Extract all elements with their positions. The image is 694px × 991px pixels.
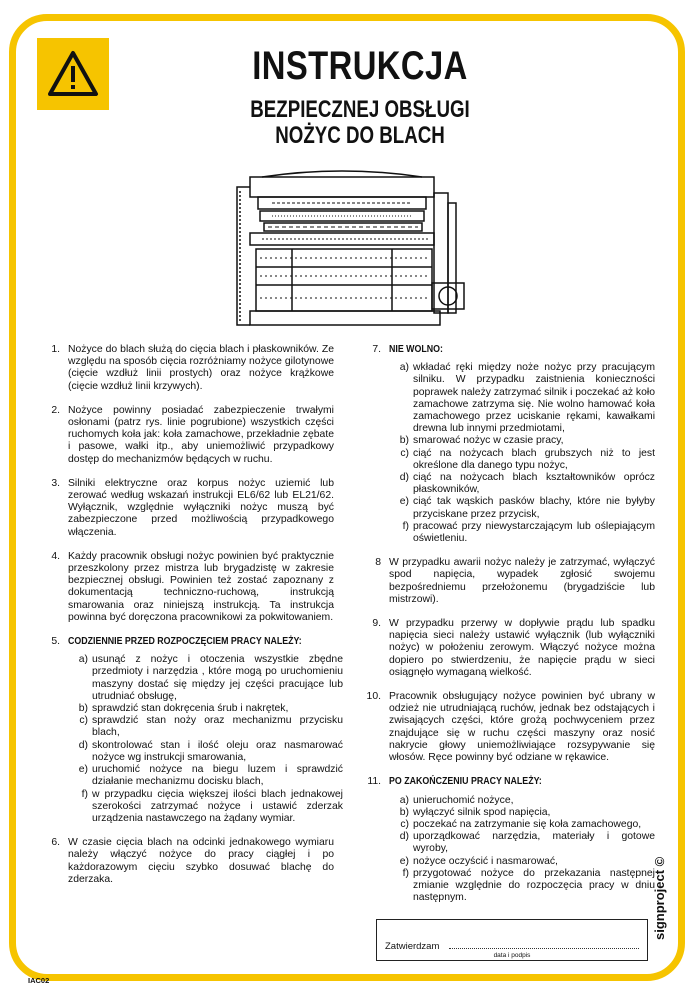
section-heading: CODZIENNIE PRZED ROZPOCZĘCIEM PRACY NALEŻY: (68, 636, 302, 648)
brand-logo: signproject © (652, 856, 667, 940)
list-item: 3. Silniki elektryczne oraz korpus nożyc uziemić lub zerować według wskazań instrukcji EL6/62 lub EL21/62. Wyłącznik, względnie wyłączniki nożyc muszą być zabezpieczone przed możliwością przypadkowego włączenia. (51, 477, 334, 538)
sub-item: b) smarować nożyc w czasie pracy, (399, 435, 564, 447)
sub-item: b) sprawdzić stan dokręcenia śrub i nakrętek, (78, 703, 289, 715)
subtitle-line-1: BEZPIECZNEJ OBSŁUGI (250, 96, 470, 123)
product-code: IAC02 (28, 976, 50, 985)
sub-item: a) usunąć z nożyc i otoczenia wszystkie zbędne przedmioty i narzędzia , które mogą po uruchomieniu maszyny dostać się między jej części pracujące lub utrudniać obsługę, (78, 654, 343, 702)
signature-note: data i podpis (493, 952, 531, 959)
sub-item: a) wkładać ręki między noże nożyc przy pracującym silniku. W przypadku zaistnienia konieczności poprawek należy zatrzymać silnik i poczekać aż koło zamachowe zatrzyma się. Nie wolno hamować koła zamachowego przez uciskanie rękami, kawałkami drewna lub innymi przedmiotami, (399, 362, 655, 435)
sub-item: c) poczekać na zatrzymanie się koła zamachowego, (400, 818, 642, 830)
list-item: 10. Pracownik obsługujący nożyce powinien być ubrany w odzież nie utrudniającą ruchów, jednak bez odstających i zwisających części, które grożą pochwyceniem przez znajdujące się w ruchu części maszyny oraz nosić nakrycie głowy uniemożliwiające rozsypywanie się włosów. Ręce powinny być odziane w rękawice. (366, 691, 655, 764)
sub-item: e) ciąć tak wąskich pasków blachy, które nie byłyby przyciskane przez przycisk, (399, 496, 655, 520)
sub-item: b) wyłączyć silnik spod napięcia, (399, 806, 551, 818)
section-heading: NIE WOLNO: (389, 344, 443, 355)
subtitle-line-2: NOŻYC DO BLACH (275, 122, 445, 149)
sub-item: f) pracować przy niewystarczającym lub oślepiającym oświetleniu. (402, 520, 655, 545)
list-item: 2. Nożyce powinny posiadać zabezpieczenie trwałymi osłonami (patrz rys. linie pogrubione) wszystkich części ruchomych koła jak: koła zamachowe, przekładnie zębate i pasowe, wałki itp., aby uniemożliwić przypadkowy dostęp do mechanizmów będących w ruchu. (51, 404, 334, 465)
section-5: 5. CODZIENNIE PRZED ROZPOCZĘCIEM PRACY NALEŻY: a) usunąć z nożyc i otoczenia wszystkie zbędne przedmioty i narzędzia , które mogą po uruchomieniu maszyny dostać się między jej części pracujące lub utrudniać obsługę, b) sprawdzić stan dokręcenia śrub i nakrętek, c) sprawdzić stan noży oraz mechanizmu przycisku blach, d) skontrolować stan i ilość oleju oraz nasmarować nożyce wg instrukcji smarowania, e) uruchomić nożyce na biegu luzem i sprawdzić działanie mechanizmu docisku blach, f) w przypadku cięcia większej ilości blach jednakowej szerokości zatrzymać nożyce i ustawić zderzak urządzenia nastawczego na żądany wymiar. (51, 636, 343, 824)
section-heading: PO ZAKOŃCZENIU PRACY NALEŻY: (389, 776, 542, 788)
sub-item: e) uruchomić nożyce na biegu luzem i sprawdzić działanie mechanizmu docisku blach, (78, 764, 343, 788)
right-column (357, 344, 655, 916)
sub-item: d) ciąć na nożycach blach kształtowników oprócz płaskowników, (399, 472, 655, 496)
sub-item: d) uporządkować narzędzia, materiały i gotowe wyroby, (399, 831, 655, 855)
page-title: INSTRUKCJA (252, 44, 468, 88)
section-7: 7. NIE WOLNO: a) wkładać ręki między noże nożyc przy pracującym silniku. W przypadku zaistnienia konieczności poprawek należy zatrzymać silnik i poczekać aż koło zamachowe zatrzyma się. Nie wolno hamować koła zamachowego przez uciskanie rękami, kawałkami drewna lub innymi przedmiotami, b) smarować nożyc w czasie pracy, c) ciąć na nożycach blach grubszych niż to jest określone dla danego typu nożyc, d) ciąć na nożycach blach kształtowników oprócz płaskowników, e) ciąć tak wąskich pasków blachy, które nie byłyby przyciskane przez przycisk, f) pracować przy niewystarczającym lub oślepiającym oświetleniu. (372, 344, 655, 545)
sub-item: a) unieruchomić nożyce, (399, 794, 514, 806)
list-item: 6. W czasie cięcia blach na odcinki jednakowego wymiaru należy włączyć nożyce do pracy ciągłej i po każdorazowym cięciu szybko dosuwać blachę do zderzaka. (51, 837, 334, 885)
signature-line (449, 948, 639, 949)
sub-item: d) skontrolować stan i ilość oleju oraz nasmarować nożyce wg instrukcji smarowania, (78, 739, 343, 763)
list-item: 4. Każdy pracownik obsługi nożyc powinien być praktycznie przeszkolony przez mistrza lub brygadzistę w zakresie bezpiecznej obsługi. Powinien też zostać zapoznany z dokumentacją techniczno-ruchową, instrukcją smarowania oraz niniejszą instrukcją. Ta instrukcja powinna być doręczona pracownikowi za pokwitowaniem. (51, 550, 334, 623)
list-item: 9. W przypadku przerwy w dopływie prądu lub spadku napięcia sieci należy ustawić wyłącznik (lub wyłączniki nożyc) w położeniu zerowym. Włączyć nożyce można dopiero po stwierdzeniu, że napięcie prądu w sieci osiągnęło wymaganą wielkość. (372, 618, 655, 678)
signature-label: Zatwierdzam (385, 941, 440, 952)
sub-item: e) nożyce oczyścić i nasmarować, (399, 855, 558, 867)
shear-machine-illustration (232, 163, 470, 331)
sub-item: c) sprawdzić stan noży oraz mechanizmu przycisku blach, (79, 715, 343, 739)
sub-item: f) w przypadku cięcia większej ilości blach jednakowej szerokości zatrzymać nożyce i ustawić zderzak urządzenia nastawczego na żądany wymiar. (81, 788, 343, 824)
list-item: 1. Nożyce do blach służą do cięcia blach i płaskowników. Ze względu na sposób cięcia rozróżniamy nożyce gilotynowe (cięcie wzdłuż linii prostych) oraz nożyce krążkowe (cięcie wzdłuż linii krzywych). (51, 344, 334, 392)
warning-triangle-icon (45, 46, 101, 102)
sub-item: c) ciąć na nożycach blach grubszych niż to jest określone dla danego typu nożyc, (400, 447, 655, 471)
sub-item: f) przygotować nożyce do przekazania następnej zmianie względnie do rozpoczęcia pracy w dniu następnym. (402, 867, 655, 904)
list-item: 8 W przypadku awarii nożyc należy je zatrzymać, wyłączyć spod napięcia, wypadek zgłosić swojemu bezpośredniemu przełożonemu (brygadziście lub mistrzowi). (375, 557, 655, 605)
signature-box (376, 919, 648, 961)
section-11: 11. PO ZAKOŃCZENIU PRACY NALEŻY: a) unieruchomić nożyce, b) wyłączyć silnik spod napięcia, c) poczekać na zatrzymanie się koła zamachowego, d) uporządkować narzędzia, materiały i gotowe wyroby, e) nożyce oczyścić i nasmarować, f) przygotować nożyce do przekazania następnej zmianie względnie do rozpoczęcia pracy w dniu następnym. (367, 776, 655, 904)
warning-sign (37, 38, 109, 110)
left-column (36, 344, 343, 898)
